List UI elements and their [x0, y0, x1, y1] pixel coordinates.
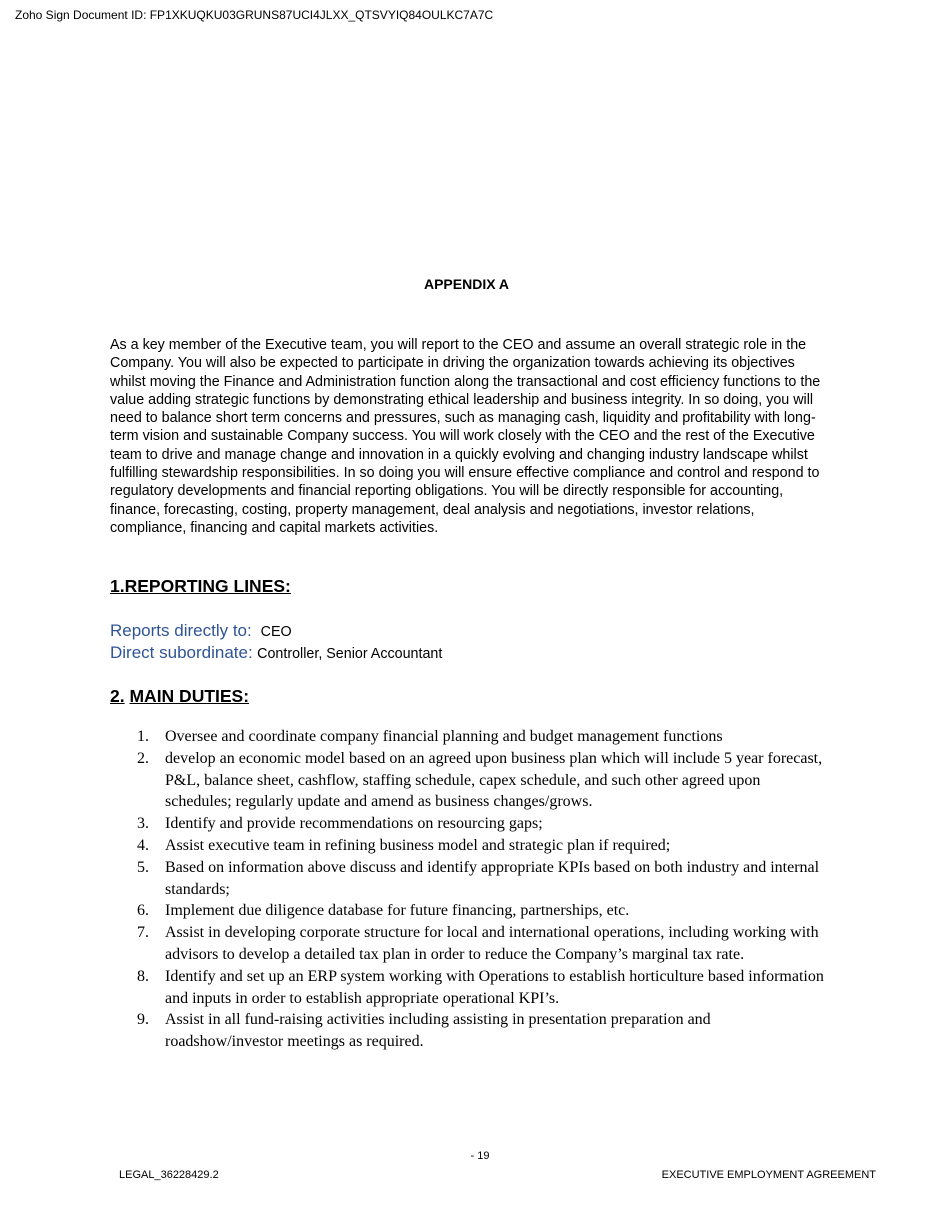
list-item-number: 9.: [137, 1011, 149, 1029]
section-label: REPORTING LINES:: [124, 576, 291, 596]
list-item: [110, 922, 830, 966]
subordinate-line: [110, 643, 442, 663]
list-item-text: Oversee and coordinate company financial planning and budget management functions: [165, 728, 723, 745]
reports-to-label: Reports directly to:: [110, 621, 252, 640]
reports-to-value: CEO: [260, 624, 292, 640]
list-item-number: 1.: [137, 728, 149, 745]
page-title: APPENDIX A: [423, 276, 510, 292]
list-item: [110, 835, 830, 857]
reports-to-line: [110, 621, 292, 641]
list-item-text: develop an economic model based on an agreed upon business plan which will include 5 year forecast, P&L, balance sheet, cashflow, staffing schedule, capex schedule, and such other agreed upon schedules; regularly update and amend as business changes/grows.: [165, 749, 823, 811]
list-item-text: Assist in developing corporate structure for local and international operations, including working with advisors to develop a detailed tax plan in order to reduce the Company’s marginal tax rate.: [165, 924, 819, 963]
list-item-number: 3.: [137, 815, 149, 833]
list-item-number: 5.: [137, 858, 149, 876]
list-item-number: 4.: [137, 836, 149, 854]
list-item-text: Based on information above discuss and identify appropriate KPIs based on both industry and internal standards;: [165, 858, 820, 898]
list-item-number: 8.: [137, 967, 149, 985]
list-item-text: Assist executive team in refining business model and strategic plan if required;: [165, 836, 671, 854]
list-item-text: Identify and set up an ERP system working with Operations to establish horticulture based information and inputs in order to establish appropriate operational KPI’s.: [165, 967, 824, 1007]
intro-paragraph: As a key member of the Executive team, you will report to the CEO and assume an overall strategic role in the Company. You will also be expected to participate in driving the organization towards achieving its objectives whilst moving the Finance and Administration function along the transactional and cost efficiency functions to the value adding strategic functions by demonstrating ethical leadership and business integrity. In so doing, you will need to balance short term concerns and pressures, such as managing cash, liquidity and profitability with long-term vision and sustainable Company success. You will work closely with the CEO and the rest of the Executive team to drive and manage change and innovation in a quickly evolving and changing industry landscape whilst fulfilling stewardship responsibilities. In so doing you will ensure effective compliance and control and respond to regulatory developments and financial reporting obligations. You will be directly responsible for accounting, finance, forecasting, costing, property management, deal analysis and negotiations, investor relations, compliance, financing and capital markets activities.: [110, 337, 821, 536]
page-number: - 19: [470, 1150, 490, 1162]
section-number: 1.: [110, 576, 125, 596]
list-item-text: Identify and provide recommendations on resourcing gaps;: [165, 815, 543, 833]
list-item-text: Implement due diligence database for future financing, partnerships, etc.: [165, 902, 630, 920]
list-item-number: 6.: [137, 902, 149, 920]
section-label: MAIN DUTIES:: [129, 686, 250, 706]
section-number: 2.: [110, 686, 125, 706]
subordinate-value: Controller, Senior Accountant: [257, 646, 443, 662]
list-item: [110, 966, 830, 1010]
section-heading-main-duties: [110, 686, 249, 707]
list-item: [110, 748, 830, 813]
list-item: [110, 900, 830, 922]
list-item-number: 7.: [137, 924, 149, 942]
list-item: [110, 726, 830, 748]
list-item: [110, 813, 830, 835]
subordinate-label: Direct subordinate:: [110, 643, 253, 662]
duties-list: [110, 726, 830, 1053]
list-item: [110, 1009, 830, 1053]
list-item-number: 2.: [137, 749, 149, 767]
list-item-text: Assist in all fund-raising activities including assisting in presentation preparation and roadshow/investor meetings as required.: [165, 1011, 711, 1051]
document-id: Zoho Sign Document ID: FP1XKUQKU03GRUNS87UCI4JLXX_QTSVYIQ84OULKC7A7C: [15, 8, 494, 22]
list-item: [110, 857, 830, 901]
footer-document-ref: LEGAL_36228429.2: [119, 1169, 219, 1181]
section-heading-reporting-lines: [110, 576, 291, 597]
footer-document-title: EXECUTIVE EMPLOYMENT AGREEMENT: [661, 1169, 876, 1181]
